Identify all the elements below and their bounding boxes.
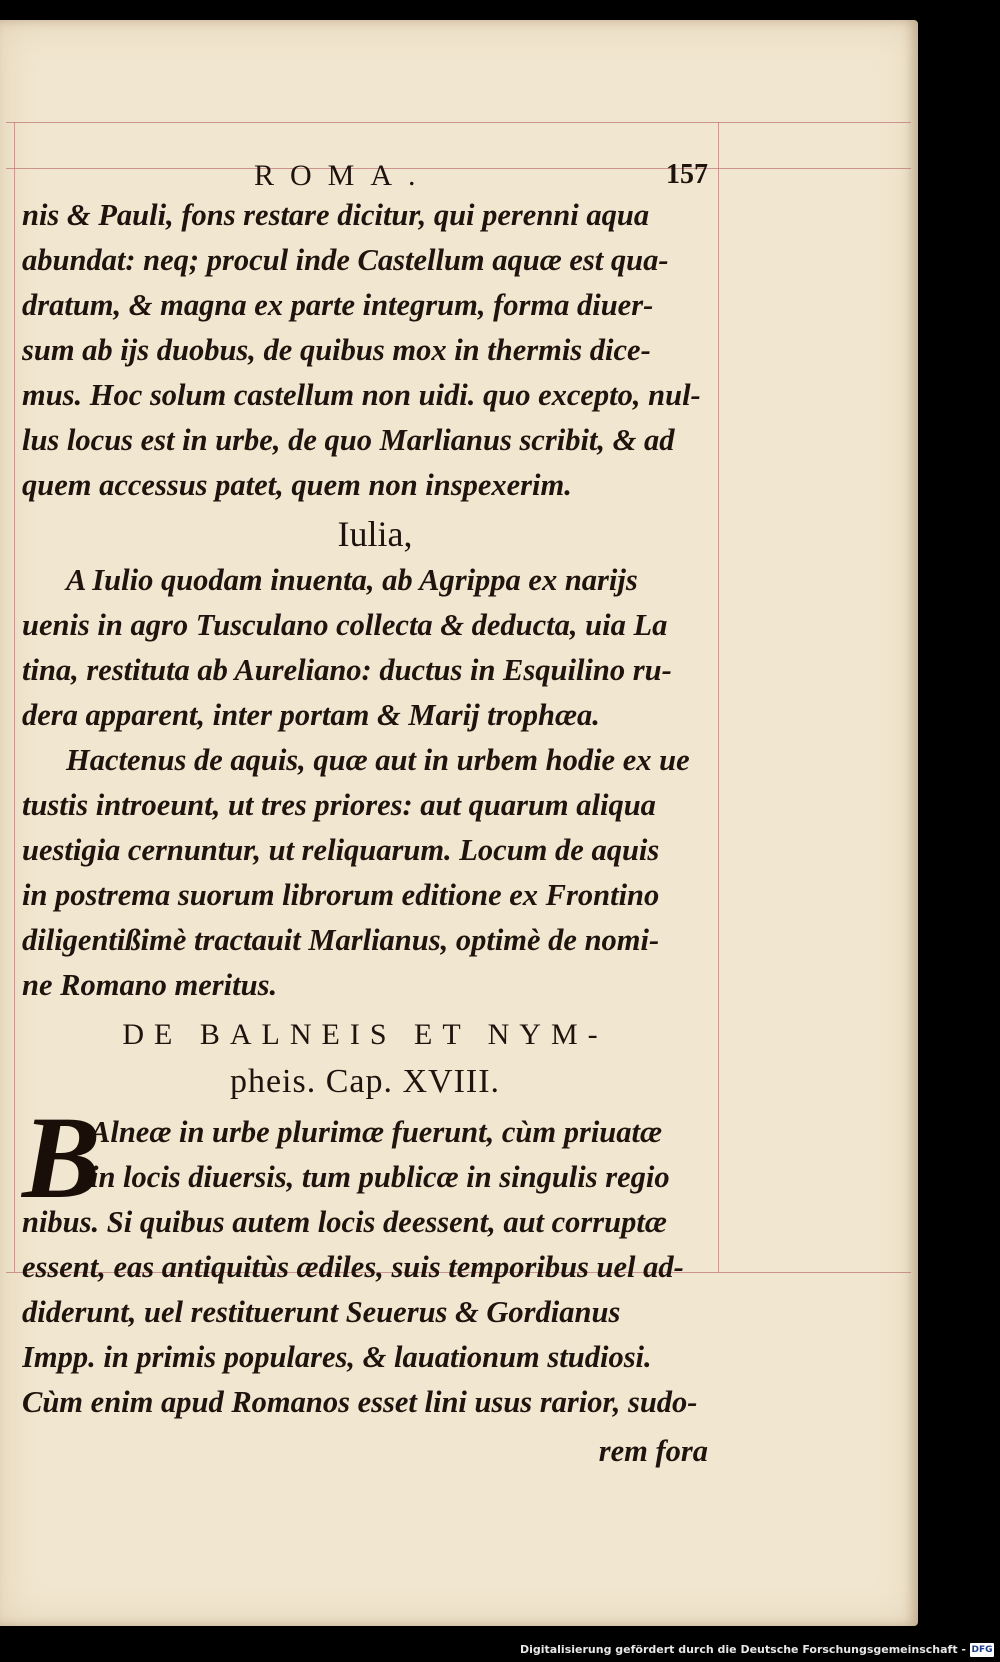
catchword-row xyxy=(22,1429,708,1474)
chapter-heading: DE BALNEIS ET NYM- xyxy=(122,1018,608,1051)
drop-cap-initial: B xyxy=(22,1092,101,1223)
text-line: uenis in agro Tusculano collecta & deducta, uia La xyxy=(22,608,668,642)
text-line: dera apparent, inter portam & Marij trophæa. xyxy=(22,698,600,732)
page-number: 157 xyxy=(666,159,708,190)
text-line: Cùm enim apud Romanos esset lini usus rarior, sudo- xyxy=(22,1385,698,1419)
text-line: Impp. in primis populares, & lauationum studiosi. xyxy=(22,1340,652,1374)
text-line: diderunt, uel restituerunt Seuerus & Gordianus xyxy=(22,1295,621,1329)
text-line: Hactenus de aquis, quæ aut in urbem hodie ex ue xyxy=(66,743,690,777)
digitization-footer xyxy=(0,1640,1000,1662)
running-head xyxy=(22,145,708,193)
text-line: sum ab ijs duobus, de quibus mox in thermis dice- xyxy=(22,333,651,367)
text-line: abundat: neq; procul inde Castellum aquæ est qua- xyxy=(22,243,669,277)
paragraph-balneis xyxy=(22,1092,708,1425)
page-text-block xyxy=(22,145,708,1474)
text-line: in postrema suorum librorum editione ex Frontino xyxy=(22,878,660,912)
paragraph-hactenus xyxy=(22,738,708,1008)
text-line: ne Romano meritus. xyxy=(22,968,278,1002)
book-page xyxy=(0,20,918,1626)
text-line: tina, restituta ab Aureliano: ductus in Esquilino ru- xyxy=(22,653,672,687)
text-line: A Iulio quodam inuenta, ab Agrippa ex narijs xyxy=(66,563,638,597)
chapter-subheading: pheis. Cap. XVIII. xyxy=(229,1063,501,1100)
right-margin-rule xyxy=(718,122,719,1272)
catchword: rem fora xyxy=(598,1434,708,1468)
text-line: Alneæ in urbe plurimæ fuerunt, cùm priuatæ xyxy=(90,1115,663,1149)
left-margin-rule xyxy=(14,122,15,1272)
funding-credit: Digitalisierung gefördert durch die Deutsche Forschungsgemeinschaft - xyxy=(519,1643,966,1656)
text-line: lus locus est in urbe, de quo Marlianus scribit, & ad xyxy=(22,423,675,457)
text-line: diligentißimè tractauit Marlianus, optimè de nomi- xyxy=(22,923,660,957)
text-line: mus. Hoc solum castellum non uidi. quo excepto, nul- xyxy=(22,378,701,412)
dfg-logo-icon: DFG xyxy=(971,1645,993,1655)
section-heading-iulia: Iulia, xyxy=(337,514,413,554)
running-title: ROMA. xyxy=(254,159,432,192)
text-line: tustis introeunt, ut tres priores: aut quarum aliqua xyxy=(22,788,656,822)
text-line: dratum, & magna ex parte integrum, forma diuer- xyxy=(22,288,654,322)
text-line: nis & Pauli, fons restare dicitur, qui perenni aqua xyxy=(22,198,650,232)
text-line: in locis diuersis, tum publicæ in singulis regio xyxy=(90,1160,670,1194)
top-ruled-line xyxy=(6,122,911,123)
paragraph-iulia xyxy=(22,558,708,738)
text-line: quem accessus patet, quem non inspexerim. xyxy=(22,468,572,502)
text-line: uestigia cernuntur, ut reliquarum. Locum de aquis xyxy=(22,833,660,867)
text-line: essent, eas antiquitùs ædiles, suis temporibus uel ad- xyxy=(22,1250,684,1284)
paragraph-castellum xyxy=(22,193,708,508)
text-line: nibus. Si quibus autem locis deessent, aut corruptæ xyxy=(22,1205,667,1239)
